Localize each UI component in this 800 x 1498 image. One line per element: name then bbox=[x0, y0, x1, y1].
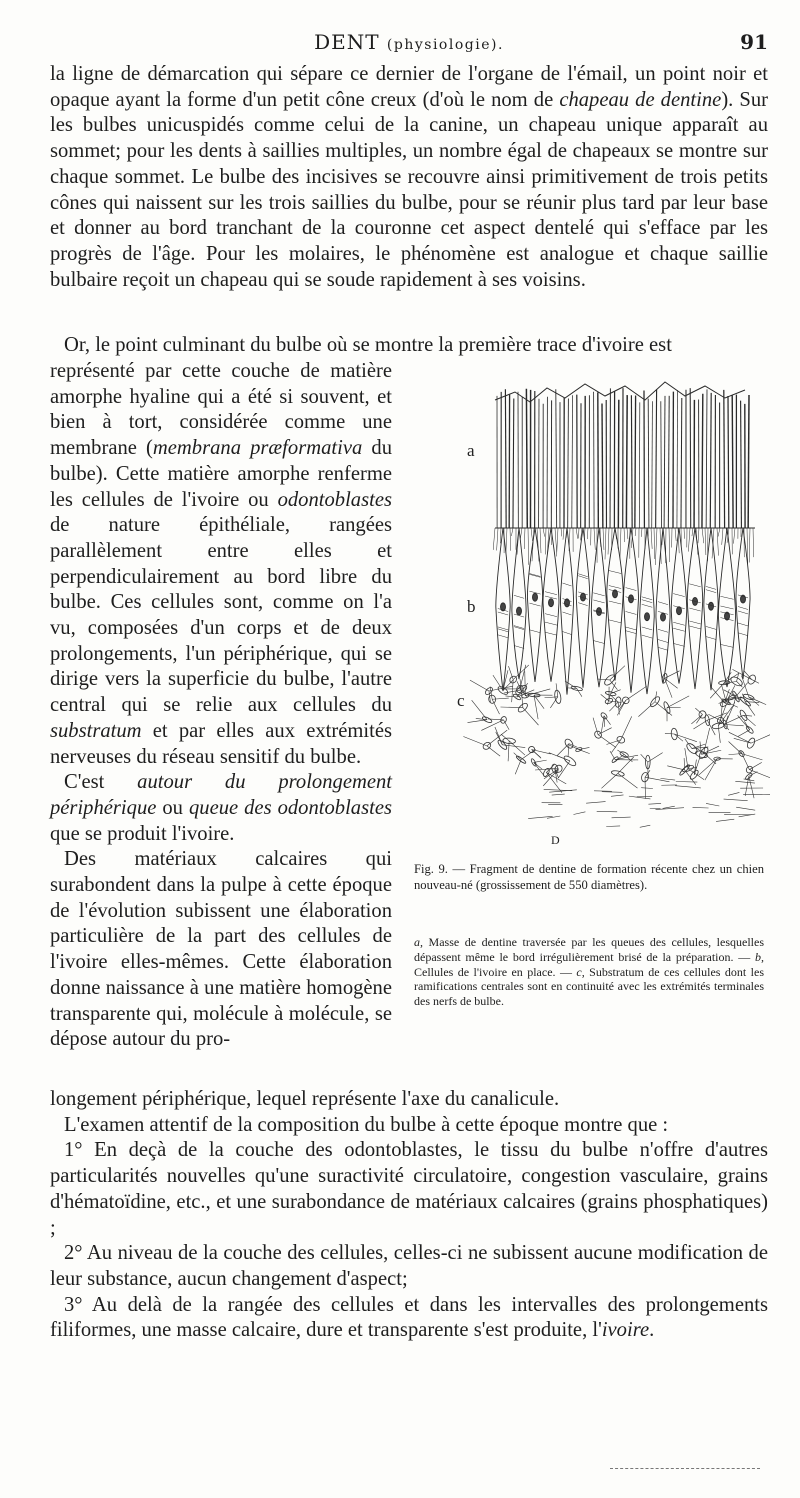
cell-fibril bbox=[531, 528, 532, 541]
odontoblast-cell bbox=[640, 528, 654, 694]
dentine-tubule bbox=[631, 395, 632, 528]
cell-fibril bbox=[641, 528, 642, 537]
nerve-fibre bbox=[602, 792, 623, 793]
stellate-cell bbox=[482, 716, 493, 724]
odontoblast-cell bbox=[687, 528, 702, 689]
nerve-fibre bbox=[706, 803, 719, 806]
cell-fibril bbox=[587, 528, 588, 539]
cell-process bbox=[638, 702, 655, 717]
cell-process bbox=[674, 734, 697, 742]
dentine-tubule bbox=[668, 396, 669, 528]
cell-process bbox=[744, 671, 752, 680]
cell-hatch bbox=[545, 614, 557, 617]
cell-hatch bbox=[498, 612, 508, 615]
dentine-tubule bbox=[681, 398, 682, 528]
cell-process bbox=[667, 766, 684, 770]
odontoblast-cell bbox=[576, 528, 590, 688]
cell-fibril bbox=[493, 528, 495, 550]
nerve-fibre bbox=[736, 807, 755, 810]
cell-hatch bbox=[529, 603, 540, 606]
odontoblast-layer bbox=[493, 528, 753, 695]
cell-process bbox=[523, 708, 539, 725]
cell-fibril bbox=[705, 528, 706, 555]
legend-text-b: Cellules de l'ivoire en place. — bbox=[414, 964, 577, 979]
cell-process bbox=[534, 695, 538, 719]
nerve-fibre bbox=[640, 825, 650, 827]
dentine-tubule bbox=[724, 390, 725, 528]
dentine-tubule bbox=[690, 388, 691, 528]
figure-label-c: c bbox=[457, 691, 465, 710]
cell-fibril bbox=[627, 528, 628, 539]
cell-fibril bbox=[557, 528, 558, 556]
cell-hatch bbox=[545, 632, 557, 635]
italic-term: substratum bbox=[50, 719, 142, 742]
cell-hatch bbox=[562, 583, 571, 586]
cell-hatch bbox=[514, 595, 524, 598]
legend-text-c: Substratum de ces cellules dont les ramifications centrales sont en continuité avec les extrémités terminales des nerfs de bulbe. bbox=[414, 964, 764, 1009]
cell-hatch bbox=[738, 611, 748, 614]
cell-hatch bbox=[720, 596, 733, 599]
cell-fibril bbox=[702, 528, 704, 543]
dentine-tubule bbox=[648, 399, 649, 528]
italic-term: odontoblastes bbox=[277, 488, 392, 511]
cell-process bbox=[708, 714, 720, 720]
nerve-fibre bbox=[735, 781, 755, 783]
cell-fibril bbox=[651, 528, 652, 549]
paragraph-chapeau-dentine bbox=[50, 62, 768, 293]
cell-hatch bbox=[593, 593, 604, 596]
nerve-fibre bbox=[606, 826, 620, 827]
dentine-tubule bbox=[702, 394, 703, 528]
cell-process bbox=[704, 728, 710, 753]
nerve-fibre bbox=[573, 812, 585, 815]
cell-process bbox=[597, 679, 610, 680]
paragraph-matiere-amorphe bbox=[50, 359, 392, 770]
stellate-cell bbox=[745, 765, 754, 774]
cell-process bbox=[610, 666, 625, 680]
cell-process bbox=[604, 716, 605, 727]
odontoblast-cell bbox=[624, 528, 639, 693]
paragraph-materiaux-calcaires: Des matériaux calcaires qui surabondent dans la pulpe à cette époque de l'évolution subissent une élaboration particulière de la part des cellules de l'ivoire elles-mêmes. Cette élaboration donne naissance à une matière homogène transparente qui, molécule à molécule, se dépose autour du pro- bbox=[50, 848, 392, 1051]
cell-fibril bbox=[603, 528, 604, 550]
cell-fibril bbox=[584, 528, 585, 539]
odontoblast-cell bbox=[560, 528, 573, 695]
cell-hatch bbox=[545, 622, 557, 625]
cell-fibril bbox=[578, 528, 579, 538]
cell-hatch bbox=[673, 622, 685, 625]
text-run: représenté par cette couche de matière amorphe hyaline qui a été si souvent, et bien à tort, considérée comme une membrane ( bbox=[50, 360, 392, 460]
cell-process bbox=[601, 694, 609, 701]
cell-process bbox=[618, 773, 638, 788]
cell-process bbox=[705, 759, 717, 780]
dentine-tubule bbox=[598, 392, 599, 528]
cell-hatch bbox=[514, 645, 524, 648]
figure-caption: Fig. 9. — Fragment de dentine de formation récente chez un chien nouveau-né (grossissement de 550 diamètres). bbox=[414, 862, 764, 892]
cell-process bbox=[738, 730, 750, 737]
substratum-network bbox=[463, 665, 770, 828]
legend-text-a: Masse de dentine traversée par les queues des cellules, lesquelles dépassent même le bord irrégulièrement brisé de la préparation. — bbox=[414, 935, 764, 964]
dentine-engraving bbox=[455, 378, 770, 848]
cell-process bbox=[558, 761, 570, 778]
cell-fibril bbox=[624, 528, 625, 542]
cell-hatch bbox=[609, 620, 621, 623]
cell-fibril bbox=[506, 528, 507, 554]
figure-legend bbox=[414, 935, 764, 1009]
cell-hatch bbox=[609, 571, 621, 574]
running-header bbox=[50, 30, 768, 60]
bottom-rule bbox=[610, 1468, 760, 1470]
legend-key-b: b, bbox=[755, 949, 764, 964]
text-run: C'est bbox=[64, 771, 138, 794]
cell-process bbox=[610, 751, 615, 760]
cell-process bbox=[725, 725, 743, 726]
nerve-fibre bbox=[693, 807, 709, 808]
cell-hatch bbox=[593, 641, 604, 644]
dentine-tubule bbox=[513, 399, 514, 528]
cell-process bbox=[744, 715, 753, 716]
cell-process bbox=[487, 746, 500, 756]
cell-hatch bbox=[689, 626, 700, 629]
cell-hatch bbox=[658, 629, 668, 632]
cell-process bbox=[615, 755, 638, 759]
cell-process bbox=[729, 732, 751, 743]
cell-process bbox=[740, 751, 749, 770]
cell-process bbox=[472, 700, 487, 720]
cell-hatch bbox=[642, 600, 652, 603]
paragraph-continuation: longement périphérique, lequel représente l'axe du canalicule. bbox=[50, 1088, 560, 1110]
cell-hatch bbox=[738, 623, 748, 626]
list-item-1: 1° En deçà de la couche des odontoblastes, le tissu du bulbe n'offre d'autres particularités nouvelles qu'une suractivité circulatoire, congestion vasculaire, grains d'hématoïdine, etc., et une surabondance de matériaux calcaires (grains phosphatiques) ; bbox=[50, 1139, 768, 1239]
legend-key-a: a, bbox=[414, 935, 423, 949]
cell-hatch bbox=[720, 644, 733, 647]
cell-process bbox=[626, 686, 647, 700]
nerve-fibre bbox=[641, 788, 653, 789]
cell-process bbox=[463, 736, 487, 745]
odontoblast-cell bbox=[512, 528, 526, 679]
cell-process bbox=[505, 696, 517, 697]
cell-hatch bbox=[562, 612, 571, 615]
cell-hatch bbox=[738, 607, 748, 610]
italic-term: queue des odontoblastes bbox=[188, 796, 392, 819]
dentine-tubule bbox=[526, 389, 527, 528]
cell-process bbox=[688, 768, 696, 769]
cell-hatch bbox=[658, 602, 668, 605]
odontoblast-nucleus bbox=[533, 593, 538, 601]
dentine-tubule bbox=[602, 403, 603, 528]
page-number: 91 bbox=[740, 30, 768, 54]
odontoblast-nucleus bbox=[709, 602, 714, 610]
cell-process bbox=[501, 734, 509, 741]
cell-process bbox=[568, 744, 569, 757]
odontoblast-nucleus bbox=[661, 613, 666, 621]
cell-fibril bbox=[520, 528, 522, 539]
cell-process bbox=[476, 718, 487, 719]
odontoblast-nucleus bbox=[645, 613, 650, 621]
italic-term: ivoire bbox=[601, 1319, 650, 1342]
italic-term: autour du prolongement périphérique bbox=[50, 771, 392, 819]
cell-hatch bbox=[706, 586, 716, 589]
dentine-tubule bbox=[748, 395, 749, 528]
cell-process bbox=[749, 697, 766, 705]
text-run: que se produit l'ivoire. bbox=[50, 822, 235, 845]
cell-fibril bbox=[511, 528, 513, 536]
cell-fibril bbox=[722, 528, 723, 545]
cell-process bbox=[470, 680, 489, 691]
cell-hatch bbox=[658, 640, 668, 643]
cell-hatch bbox=[545, 592, 557, 595]
cell-process bbox=[645, 770, 650, 777]
cell-hatch bbox=[593, 600, 604, 603]
dentine-tubule bbox=[626, 395, 627, 528]
header-title-sub: (physiologie). bbox=[386, 37, 504, 53]
dentine-tubule bbox=[710, 393, 711, 528]
cell-process bbox=[467, 720, 487, 723]
cell-fibril bbox=[733, 528, 735, 544]
italic-term: chapeau de dentine bbox=[559, 88, 722, 111]
nerve-fibre bbox=[586, 802, 605, 804]
cell-process bbox=[525, 671, 526, 695]
cell-fibril bbox=[749, 528, 750, 562]
cell-fibril bbox=[543, 528, 545, 537]
stellate-cell bbox=[689, 769, 700, 781]
header-title bbox=[50, 30, 768, 54]
list-item-3 bbox=[50, 1293, 768, 1344]
cell-fibril bbox=[692, 528, 693, 536]
figure-dentine-illustration bbox=[455, 378, 770, 848]
cell-fibril bbox=[696, 528, 698, 555]
dentine-tubule bbox=[732, 395, 733, 528]
text-run: la ligne de démarcation qui sépare ce dernier de l'organe de l'émail, un point noir et opaque ayant la forme d'un petit cône creux (d'où le nom de bbox=[50, 63, 768, 111]
odontoblast-cell bbox=[607, 528, 623, 681]
cell-process bbox=[601, 773, 617, 788]
cell-fibril bbox=[594, 528, 595, 550]
dentine-tubule bbox=[677, 390, 678, 528]
cell-fibril bbox=[717, 528, 718, 556]
cell-fibril bbox=[563, 528, 564, 540]
cell-hatch bbox=[658, 647, 668, 650]
cell-process bbox=[492, 699, 499, 714]
cell-fibril bbox=[620, 528, 621, 559]
cell-process bbox=[665, 733, 674, 734]
cell-hatch bbox=[642, 604, 652, 607]
cell-fibril bbox=[698, 528, 699, 543]
cell-fibril bbox=[635, 528, 636, 536]
dentine-tubule bbox=[706, 389, 707, 528]
text-run: ou bbox=[156, 796, 189, 819]
cell-process bbox=[694, 758, 699, 775]
cell-process bbox=[515, 760, 521, 775]
nerve-fibre bbox=[552, 794, 565, 795]
cell-process bbox=[545, 697, 558, 698]
cell-hatch bbox=[673, 628, 685, 631]
odontoblast-nucleus bbox=[517, 607, 522, 615]
cell-process bbox=[492, 698, 509, 699]
cell-process bbox=[693, 720, 707, 729]
list-item-2: 2° Au niveau de la couche des cellules, celles-ci ne subissent aucune modification de leur substance, aucun changement d'aspect; bbox=[50, 1242, 768, 1290]
cell-hatch bbox=[578, 603, 588, 606]
cell-process bbox=[534, 760, 547, 762]
cell-process bbox=[744, 721, 749, 729]
cell-hatch bbox=[689, 621, 700, 624]
cell-hatch bbox=[626, 627, 637, 630]
dentine-tubule bbox=[728, 396, 729, 528]
cell-process bbox=[579, 750, 590, 754]
wide-column-bottom bbox=[50, 1087, 768, 1344]
cell-hatch bbox=[706, 626, 716, 629]
cell-fibril bbox=[576, 528, 578, 539]
cell-process bbox=[621, 716, 632, 739]
cell-fibril bbox=[675, 528, 676, 541]
cell-process bbox=[645, 777, 669, 782]
cell-fibril bbox=[753, 528, 754, 557]
nerve-fibre bbox=[663, 806, 675, 808]
figure-label-d: D bbox=[551, 833, 560, 847]
cell-fibril bbox=[497, 528, 498, 550]
cell-hatch bbox=[609, 601, 621, 604]
odontoblast-cell bbox=[527, 528, 542, 682]
cell-hatch bbox=[706, 637, 716, 640]
text-run: du bulbe). Cette matière amorphe renferme les cellules de l'ivoire ou bbox=[50, 437, 392, 511]
cell-process bbox=[509, 741, 525, 755]
nerve-fibre bbox=[648, 803, 661, 804]
cell-fibril bbox=[600, 528, 601, 547]
cell-process bbox=[749, 762, 761, 769]
nerve-fibre bbox=[744, 779, 755, 781]
legend-key-c: c, bbox=[576, 964, 585, 979]
cell-process bbox=[534, 695, 544, 709]
cell-process bbox=[699, 759, 718, 776]
cell-fibril bbox=[524, 528, 525, 549]
cell-process bbox=[598, 735, 616, 748]
cell-hatch bbox=[673, 594, 685, 597]
dentine-tubule bbox=[568, 398, 569, 528]
nerve-fibre bbox=[724, 799, 748, 801]
italic-term: membrana præformativa bbox=[152, 437, 363, 460]
cell-hatch bbox=[720, 606, 733, 609]
dentine-tubule bbox=[635, 396, 636, 528]
cell-fibril bbox=[500, 528, 501, 543]
dentine-tubule bbox=[661, 401, 662, 528]
nerve-fibre bbox=[660, 778, 675, 780]
cell-process bbox=[567, 688, 576, 689]
nerve-fibre bbox=[612, 817, 631, 818]
cell-hatch bbox=[706, 590, 716, 593]
odontoblast-nucleus bbox=[549, 599, 554, 607]
cell-process bbox=[725, 702, 735, 724]
cell-process bbox=[577, 688, 582, 696]
cell-hatch bbox=[529, 630, 540, 633]
cell-fibril bbox=[608, 528, 609, 554]
cell-hatch bbox=[689, 608, 700, 611]
cell-hatch bbox=[626, 631, 637, 634]
cell-process bbox=[674, 734, 683, 741]
cell-fibril bbox=[654, 528, 655, 559]
cell-process bbox=[718, 706, 732, 725]
paragraph-or-first-line: Or, le point culminant du bulbe où se montre la première trace d'ivoire est bbox=[64, 334, 672, 356]
cell-fibril bbox=[718, 528, 720, 537]
nerve-fibre bbox=[544, 789, 572, 790]
dentine-tubule bbox=[741, 401, 742, 528]
figure-label-b: b bbox=[467, 597, 476, 616]
nerve-fibre bbox=[716, 819, 734, 821]
cell-hatch bbox=[642, 635, 652, 638]
paragraph-examen: L'examen attentif de la composition du bulbe à cette époque montre que : bbox=[64, 1113, 669, 1136]
nerve-fibre bbox=[611, 795, 623, 796]
cell-fibril bbox=[684, 528, 685, 539]
cell-fibril bbox=[555, 528, 557, 554]
cell-process bbox=[745, 702, 759, 703]
cell-process bbox=[729, 741, 742, 753]
nerve-fibre bbox=[675, 786, 701, 788]
cell-hatch bbox=[738, 633, 748, 636]
cell-fibril bbox=[540, 528, 541, 553]
text-run: de nature épithéliale, rangées parallèlement entre elles et perpendiculairement au bord libre du bulbe. Ces cellules sont, comme on l'a vu, composées d'un corps et de deux prolongements, l'un périphérique, qui se dirige vers la superficie du bulbe, l'autre central qui se relie aux cellules du bbox=[50, 514, 392, 717]
text-run: et par elles aux extrémités nerveuses du réseau sensitif du bulbe. bbox=[50, 719, 392, 768]
cell-fibril bbox=[605, 528, 606, 559]
cell-hatch bbox=[642, 597, 652, 600]
cell-hatch bbox=[562, 632, 571, 635]
odontoblast-cell bbox=[656, 528, 670, 684]
dentine-tubule bbox=[505, 389, 506, 528]
cell-hatch bbox=[673, 643, 685, 646]
paragraph-autour-prolongement bbox=[50, 770, 392, 847]
cell-process bbox=[611, 740, 620, 753]
cell-hatch bbox=[626, 611, 637, 614]
dentine-tubule bbox=[556, 389, 557, 528]
cell-fibril bbox=[561, 528, 562, 536]
cell-fibril bbox=[688, 528, 690, 552]
cell-fibril bbox=[510, 528, 511, 551]
cell-process bbox=[598, 728, 612, 735]
text-run: 3° Au delà de la rangée des cellules et dans les intervalles des prolongements filiformes, une masse calcaire, dure et transparente s'est produite, l' bbox=[50, 1293, 768, 1342]
cell-process bbox=[504, 720, 510, 730]
dentine-tubule bbox=[656, 389, 657, 528]
header-title-main: DENT bbox=[314, 30, 380, 54]
text-run: . bbox=[649, 1319, 655, 1342]
cell-hatch bbox=[609, 586, 621, 589]
nerve-fibre bbox=[676, 781, 698, 782]
cell-hatch bbox=[642, 627, 652, 630]
cell-process bbox=[481, 720, 503, 731]
text-run: ). Sur les bulbes unicuspidés comme celui de la canine, un chapeau unique apparaît au sommet; pour les dents à saillies multiples, un nombre égal de chapeaux se montre sur chaque sommet. Le bulbe des incisives se recouvre ainsi primitivement de trois petits cônes qui naissent sur les trois saillies du bulbe, pour se réunir plus tard par leur base et donner au bord tranchant de la couronne cet aspect dentelé qui s'efface par les progrès de l'âge. Pour les molaires, le phénomène est analogue et chaque saillie bulbaire reçoit un chapeau qui se soude rapidement à ses voisins. bbox=[50, 88, 769, 291]
narrow-column bbox=[50, 359, 392, 1053]
cell-fibril bbox=[669, 528, 670, 562]
cell-fibril bbox=[528, 528, 529, 565]
cell-process bbox=[710, 683, 724, 699]
dentine-mass bbox=[495, 382, 755, 528]
nerve-fibre bbox=[728, 792, 739, 795]
cell-hatch bbox=[498, 635, 508, 638]
cell-fibril bbox=[655, 528, 657, 565]
cell-process bbox=[557, 744, 569, 756]
cell-process bbox=[601, 716, 604, 733]
cell-fibril bbox=[545, 528, 546, 554]
dentine-broken-edge bbox=[495, 382, 745, 402]
cell-hatch bbox=[626, 588, 637, 591]
dentine-tubule bbox=[652, 401, 653, 528]
cell-hatch bbox=[689, 584, 700, 587]
cell-process bbox=[667, 696, 689, 708]
dentine-tubule bbox=[664, 396, 665, 528]
figure-label-a: a bbox=[467, 441, 475, 460]
cell-process bbox=[610, 680, 618, 690]
dentine-tubule bbox=[572, 395, 573, 528]
